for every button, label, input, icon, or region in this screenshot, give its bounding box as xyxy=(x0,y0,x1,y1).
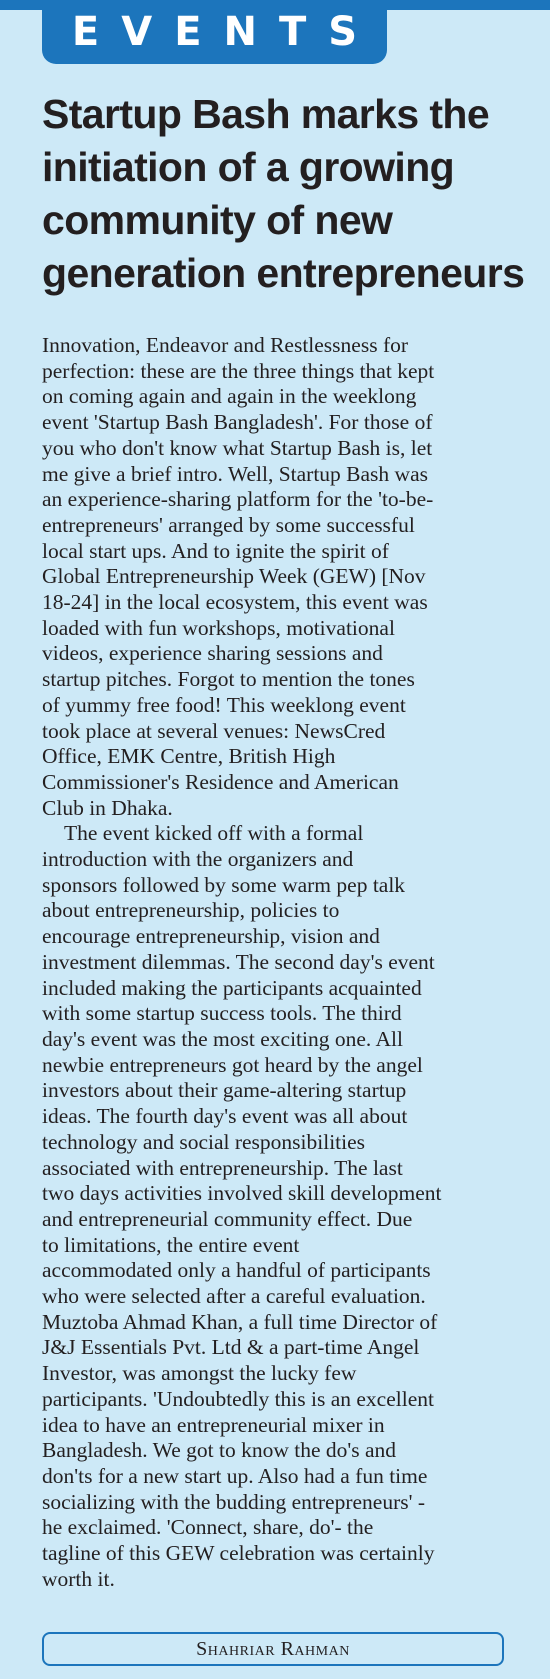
author-byline: Shahriar Rahman xyxy=(42,1632,504,1666)
article-body xyxy=(42,333,507,1592)
section-label: EVENTS xyxy=(71,9,380,55)
article-paragraph-1: Innovation, Endeavor and Restlessness for perfection: these are the three things that kept on coming again and again in the weeklong event 'Startup Bash Bangladesh'. For those of you who don't know what Startup Bash is, let me give a brief intro. Well, Startup Bash was an experience-sharing platform for the 'to-be- entrepreneurs' arranged by some successful local start ups. And to ignite the spirit of Global Entrepreneurship Week (GEW) [Nov 18-24] in the local ecosystem, this event was loaded with fun workshops, motivational videos, experience sharing sessions and startup pitches. Forgot to mention the tones of yummy free food! This weeklong event took place at several venues: NewsCred Office, EMK Centre, British High Commissioner's Residence and American Club in Dhaka. xyxy=(42,333,435,820)
section-tag xyxy=(42,0,387,64)
article-headline: Startup Bash marks the initiation of a growing community of new generation entrepreneurs xyxy=(42,91,525,296)
article-paragraph-2: The event kicked off with a formal introduction with the organizers and sponsors followed by some warm pep talk about entrepreneurship, policies to encourage entrepreneurship, vision and investment dilemmas. The second day's event included making the participants acquainted with some startup success tools. The third day's event was the most exciting one. All newbie entrepreneurs got heard by the angel investors about their game-altering startup ideas. The fourth day's event was all about technology and social responsibilities associated with entrepreneurship. The last two days activities involved skill development and entrepreneurial community effect. Due to limitations, the entire event accommodated only a handful of participants who were selected after a careful evaluation. Muztoba Ahmad Khan, a full time Director of J&J Essentials Pvt. Ltd & a part-time Angel Investor, was amongst the lucky few participants. 'Undoubtedly this is an excellent idea to have an entrepreneurial mixer in Bangladesh. We got to know the do's and don'ts for a new start up. Also had a fun time socializing with the budding entrepreneurs' - he exclaimed. 'Connect, share, do'- the tagline of this GEW celebration was certainly worth it. xyxy=(42,821,442,1591)
